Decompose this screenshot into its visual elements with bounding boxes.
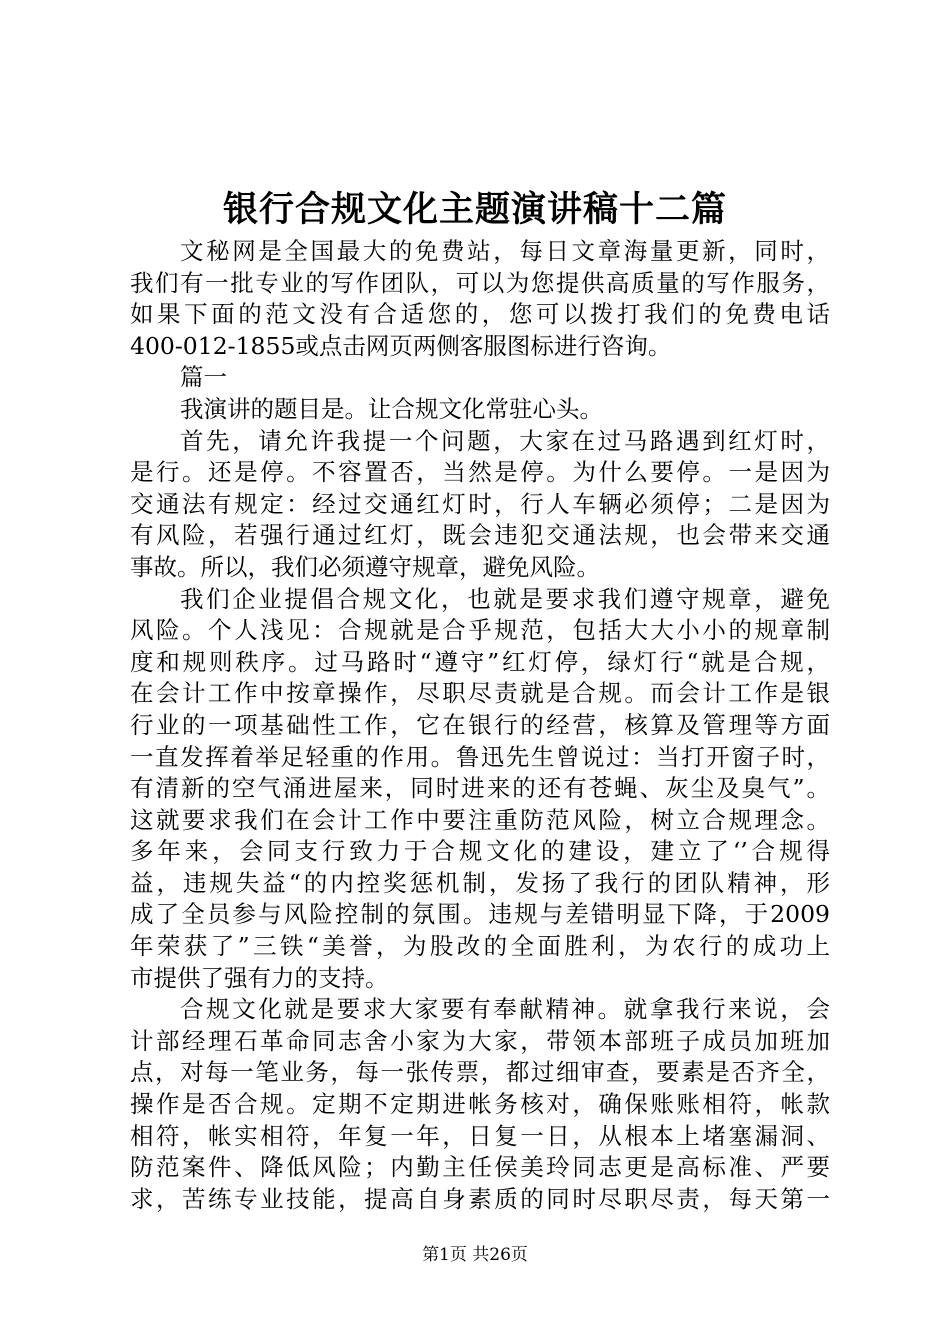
- text-line: 风险。个人浅见：合规就是合乎规范，包括大大小小的规章制: [130, 616, 830, 645]
- text-line: 是行。还是停。不容置否，当然是停。为什么要停。一是因为: [130, 458, 830, 487]
- text-line: 如果下面的范文没有合适您的，您可以拨打我们的免费电话: [130, 300, 830, 329]
- text-line: 成了全员参与风险控制的氛围。违规与差错明显下降，于2009: [130, 900, 830, 929]
- text-line: 计部经理石革命同志舍小家为大家，带领本部班子成员加班加: [130, 1026, 830, 1055]
- text-line: 相符，帐实相符，年复一年，日复一日，从根本上堵塞漏洞、: [130, 1121, 830, 1150]
- page-footer: 第1页 共26页: [422, 1245, 528, 1265]
- text-line: 合规文化就是要求大家要有奉献精神。就拿我行来说，会: [180, 995, 830, 1024]
- text-line: 交通法有规定：经过交通红灯时，行人车辆必须停；二是因为: [130, 489, 830, 518]
- text-line: 在会计工作中按章操作，尽职尽责就是合规。而会计工作是银: [130, 679, 830, 708]
- document-title: 银行合规文化主题演讲稿十二篇: [222, 189, 727, 230]
- text-line: 益，违规失益“的内控奖惩机制，发扬了我行的团队精神，形: [130, 868, 830, 897]
- text-line: 我们有一批专业的写作团队，可以为您提供高质量的写作服务，: [130, 268, 830, 297]
- text-line: 年荣获了”三铁“美誉，为股改的全面胜利，为农行的成功上: [130, 932, 830, 961]
- text-line: 文秘网是全国最大的免费站，每日文章海量更新，同时，: [180, 237, 830, 265]
- text-line: 点，对每一笔业务，每一张传票，都过细审查，要素是否齐全，: [130, 1058, 830, 1087]
- text-line: 我演讲的题目是。让合规文化常驻心头。: [180, 394, 603, 423]
- text-line: 一直发挥着举足轻重的作用。鲁迅先生曾说过：当打开窗子时，: [130, 742, 830, 771]
- text-line: 市提供了强有力的支持。: [130, 963, 389, 992]
- text-line: 这就要求我们在会计工作中要注重防范风险，树立合规理念。: [130, 805, 830, 834]
- text-line: 有清新的空气涌进屋来，同时进来的还有苍蝇、灰尘及臭气”。: [130, 774, 830, 803]
- text-line: 防范案件、降低风险；内勤主任侯美玲同志更是高标准、严要: [130, 1153, 830, 1182]
- text-line: 行业的一项基础性工作，它在银行的经营，核算及管理等方面: [130, 710, 830, 739]
- text-line: 多年来，会同支行致力于合规文化的建设，建立了‘’合规得: [130, 837, 830, 866]
- text-line: 首先，请允许我提一个问题，大家在过马路遇到红灯时，: [180, 426, 830, 455]
- text-line: 求，苦练专业技能，提高自身素质的同时尽职尽责，每天第一: [130, 1184, 830, 1213]
- text-line: 度和规则秩序。过马路时“遵守”红灯停，绿灯行“就是合规，: [130, 647, 830, 676]
- text-line: 事故。所以，我们必须遵守规章，避免风险。: [130, 552, 600, 581]
- text-line: 400-012-1855或点击网页两侧客服图标进行咨询。: [130, 331, 672, 360]
- text-line: 篇一: [180, 363, 227, 392]
- text-line: 操作是否合规。定期不定期进帐务核对，确保账账相符，帐款: [130, 1090, 830, 1119]
- document-body: [130, 236, 830, 1215]
- text-line: 有风险，若强行通过红灯，既会违犯交通法规，也会带来交通: [130, 521, 830, 550]
- text-line: 我们企业提倡合规文化，也就是要求我们遵守规章，避免: [180, 584, 830, 613]
